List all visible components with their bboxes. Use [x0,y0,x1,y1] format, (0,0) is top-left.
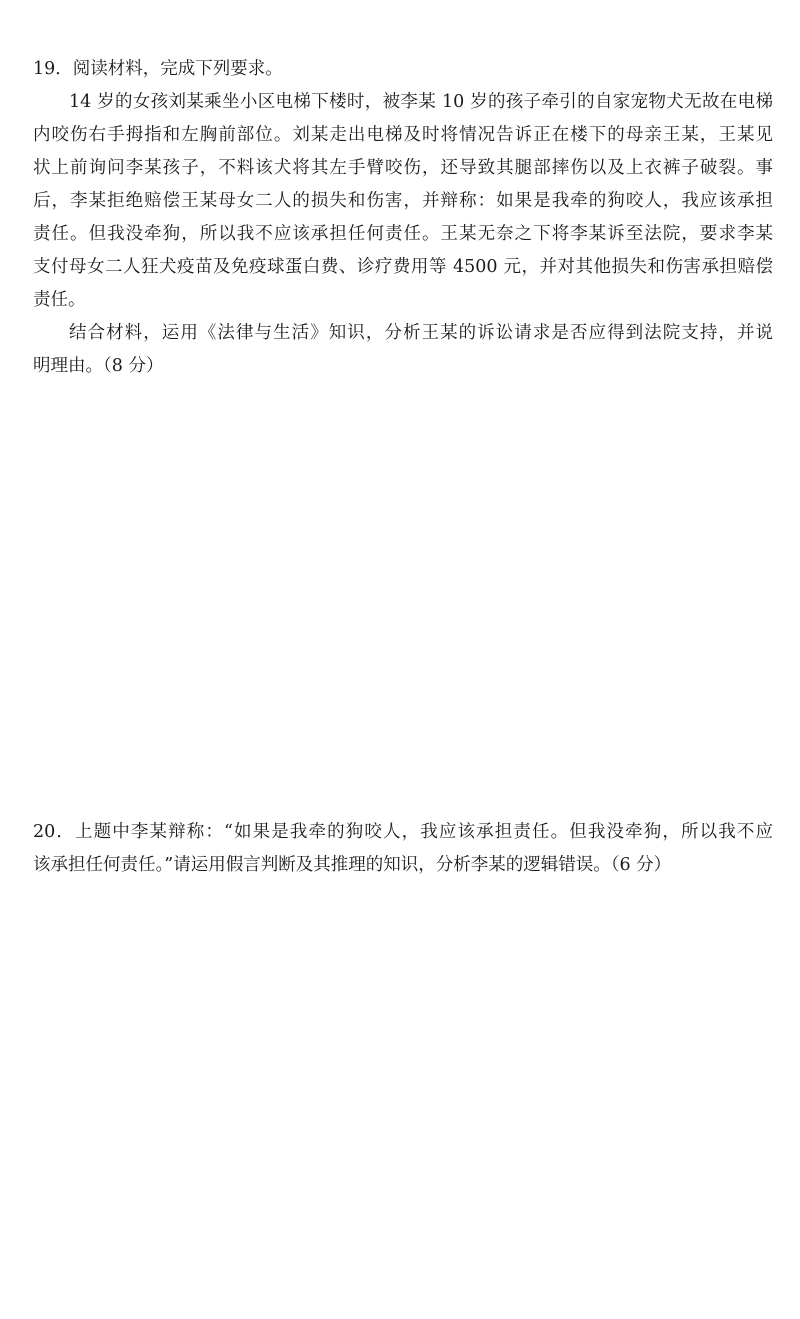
question-20-line: 该承担任何责任。”请运用假言判断及其推理的知识，分析李某的逻辑错误。（6 分） [33,855,672,875]
task-line: 明理由。（8 分） [33,356,164,376]
question-20 [33,816,773,882]
task-line: 结合材料，运用《法律与生活》知识，分析王某的诉讼请求是否应得到法院支持，并说 [69,323,773,343]
material-line: 14 岁的女孩刘某乘坐小区电梯下楼时，被李某 10 岁的孩子牵引的自家宠物犬无故在电梯 [69,92,773,112]
material-line: 责任。 [33,290,86,310]
material-line: 支付母女二人狂犬疫苗及免疫球蛋白费、诊疗费用等 4500 元，并对其他损失和伤害承担赔偿 [33,257,773,277]
question-19-task [33,317,773,383]
question-19-heading: 19．阅读材料，完成下列要求。 [33,59,283,79]
material-line: 状上前询问李某孩子，不料该犬将其左手臂咬伤，还导致其腿部摔伤以及上衣裤子破裂。事 [33,158,773,178]
material-line: 后，李某拒绝赔偿王某母女二人的损失和伤害，并辩称：如果是我牵的狗咬人，我应该承担 [33,191,773,211]
question-19-material [33,86,773,317]
material-line: 责任。但我没牵狗，所以我不应该承担任何责任。王某无奈之下将李某诉至法院，要求李某 [33,224,773,244]
answer-space-19[interactable] [33,440,773,800]
material-line: 内咬伤右手拇指和左胸前部位。刘某走出电梯及时将情况告诉正在楼下的母亲王某，王某见 [33,125,773,145]
question-20-line: 20．上题中李某辩称：“如果是我牵的狗咬人，我应该承担责任。但我没牵狗，所以我不应 [33,822,773,842]
answer-space-20[interactable] [33,900,773,1300]
question-19 [33,53,773,383]
